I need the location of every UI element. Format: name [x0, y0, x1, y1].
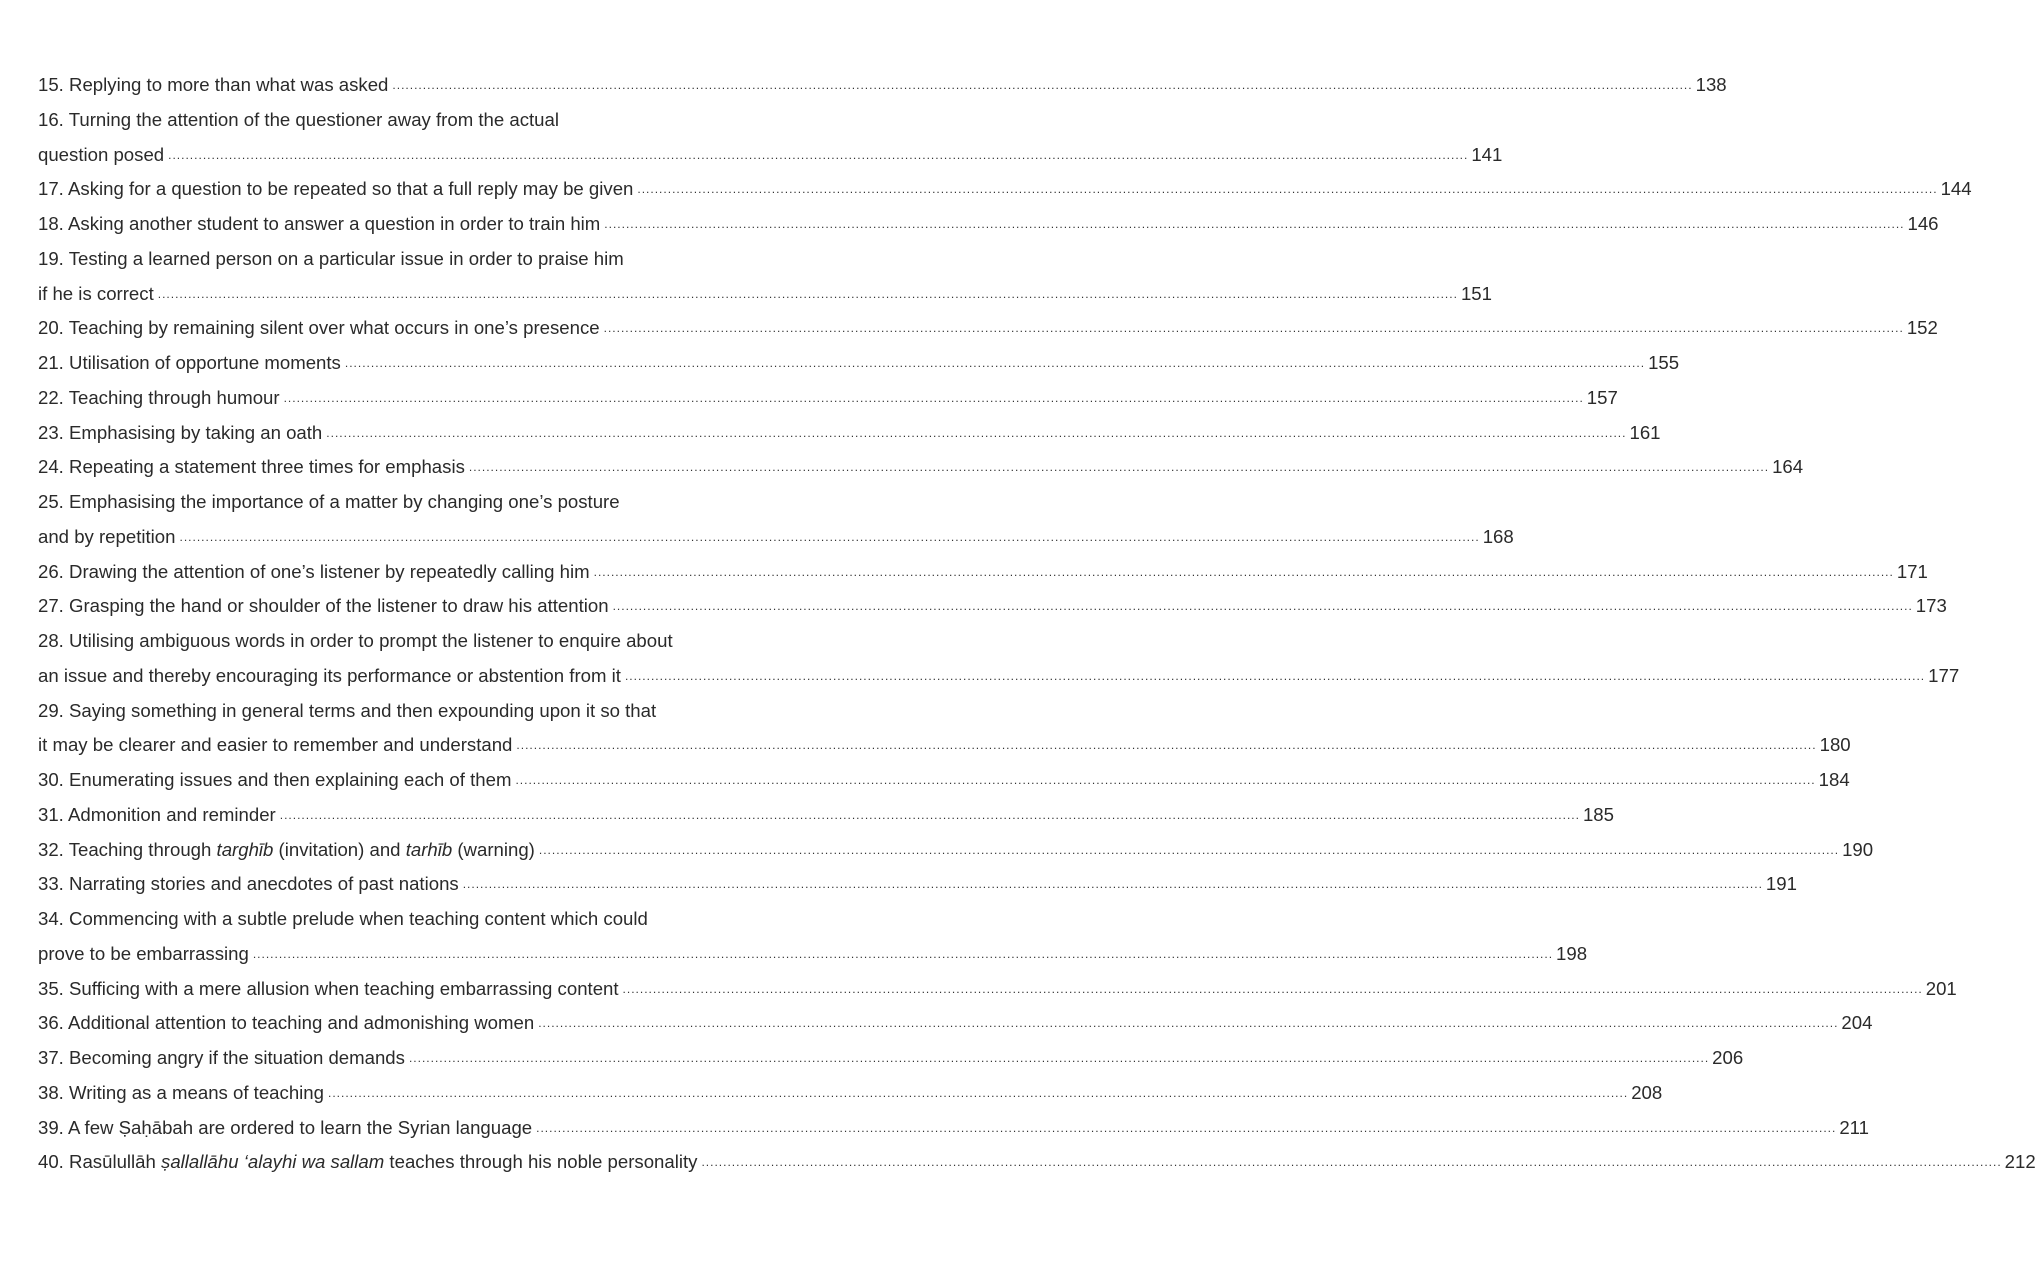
entry-number: 17.	[38, 178, 64, 200]
toc-entry-line	[38, 972, 1957, 1007]
entry-title-text: Testing a learned person on a particular issue in order to praise him	[68, 247, 624, 269]
toc-entry	[38, 902, 1588, 972]
entry-title-text: (warning)	[452, 838, 535, 860]
page-number: 173	[1915, 595, 1947, 617]
entry-title-text: Admonition and reminder	[68, 803, 276, 825]
page-number: 151	[1460, 282, 1492, 304]
entry-title-text: Additional attention to teaching and admonishing women	[68, 1012, 535, 1034]
page-number: 201	[1925, 977, 1957, 999]
toc-entry-line	[38, 659, 1960, 694]
dot-leader: ............................................................................................................................................................................................................................................................................................................	[327, 1085, 1629, 1100]
toc-entry-line	[38, 728, 1851, 763]
toc-entry-line	[38, 242, 840, 277]
entry-title-text: teaches through his noble personality	[384, 1151, 698, 1173]
toc-entry-line	[38, 311, 1938, 346]
dot-leader: ............................................................................................................................................................................................................................................................................................................	[593, 564, 1894, 579]
toc-entry-line	[38, 589, 1947, 624]
entry-number: 22.	[38, 386, 64, 408]
page-number: 190	[1842, 838, 1874, 860]
entry-title-text: Teaching through humour	[68, 386, 280, 408]
entry-title-text: Asking another student to answer a question in order to train him	[68, 213, 601, 234]
entry-number: 37.	[38, 1047, 64, 1068]
toc-entry-line	[38, 450, 1804, 485]
page-number: 206	[1712, 1047, 1744, 1068]
entry-title-text: Writing as a means of teaching	[69, 1081, 324, 1103]
entry-number: 33.	[38, 873, 64, 895]
page-number: 164	[1772, 456, 1804, 478]
dot-leader: ............................................................................................................................................................................................................................................................................................................	[468, 460, 1770, 475]
page-number: 177	[1928, 664, 1960, 686]
toc-entry	[38, 172, 1972, 207]
entry-number: 38.	[38, 1081, 64, 1103]
dot-leader: ............................................................................................................................................................................................................................................................................................................	[279, 807, 1580, 822]
toc-entry	[38, 972, 1957, 1007]
toc-entry-line	[38, 763, 1850, 798]
entry-title	[38, 346, 341, 381]
entry-title	[38, 172, 633, 207]
entry-title	[38, 798, 276, 833]
toc-entry	[38, 833, 1874, 868]
entry-title	[38, 589, 609, 624]
page-number: 141	[1471, 143, 1503, 165]
toc-entry-line	[38, 68, 1727, 103]
entry-number: 28.	[38, 630, 64, 651]
toc-entry-line	[38, 902, 840, 937]
entry-title-text: Repeating a statement three times for emphasis	[69, 456, 465, 478]
entry-title-text: an issue and thereby encouraging its performance or abstention from it	[38, 664, 621, 686]
dot-leader: ............................................................................................................................................................................................................................................................................................................	[701, 1155, 2002, 1170]
toc-entry-line	[38, 277, 1492, 312]
toc-entry	[38, 1145, 2036, 1180]
table-of-contents	[38, 68, 2036, 1180]
entry-title	[38, 1076, 324, 1111]
entry-title	[38, 694, 656, 729]
page-number: 198	[1556, 942, 1588, 964]
toc-entry	[38, 311, 1938, 346]
entry-title-text: Emphasising the importance of a matter by changing one’s posture	[69, 491, 620, 512]
dot-leader: ............................................................................................................................................................................................................................................................................................................	[168, 147, 1469, 162]
entry-number: 21.	[38, 352, 64, 373]
entry-title	[38, 485, 620, 520]
entry-title-text: Grasping the hand or shoulder of the listener to draw his attention	[69, 595, 609, 617]
entry-title-text: Sufficing with a mere allusion when teaching embarrassing content	[69, 977, 619, 999]
entry-number: 30.	[38, 769, 64, 790]
toc-entry	[38, 450, 1804, 485]
toc-entry	[38, 1041, 1744, 1076]
toc-entry-line	[38, 1145, 2036, 1180]
entry-title	[38, 763, 511, 798]
dot-leader: ............................................................................................................................................................................................................................................................................................................	[516, 738, 1817, 753]
entry-number: 36.	[38, 1012, 64, 1034]
toc-entry-line	[38, 937, 1588, 972]
dot-leader: ............................................................................................................................................................................................................................................................................................................	[515, 773, 1816, 787]
entry-title-text: prove to be embarrassing	[38, 942, 249, 964]
toc-entry	[38, 1111, 1869, 1146]
entry-title-text: Narrating stories and anecdotes of past nations	[69, 873, 459, 895]
page-number: 138	[1695, 74, 1727, 95]
dot-leader: ............................................................................................................................................................................................................................................................................................................	[538, 842, 1840, 857]
entry-number: 29.	[38, 699, 64, 721]
entry-title-text: Saying something in general terms and then expounding upon it so that	[69, 699, 657, 721]
entry-title	[38, 833, 535, 868]
toc-entry	[38, 1006, 1873, 1041]
dot-leader: ............................................................................................................................................................................................................................................................................................................	[326, 425, 1627, 440]
toc-entry-line	[38, 1111, 1869, 1146]
entry-title-text: A few Ṣaḥābah are ordered to learn the Syrian language	[68, 1116, 533, 1138]
entry-title	[38, 624, 673, 659]
dot-leader: ............................................................................................................................................................................................................................................................................................................	[408, 1051, 1710, 1065]
entry-title	[38, 450, 465, 485]
page-number: 208	[1631, 1081, 1663, 1103]
entry-number: 35.	[38, 977, 64, 999]
entry-title-text: and by repetition	[38, 525, 176, 547]
dot-leader: ............................................................................................................................................................................................................................................................................................................	[252, 946, 1554, 961]
entry-title-text: (invitation) and	[273, 838, 406, 860]
entry-title-text: Rasūlullāh	[69, 1151, 162, 1173]
entry-title-italic: targhīb	[216, 838, 274, 860]
toc-entry	[38, 103, 1503, 173]
toc-entry-line	[38, 798, 1614, 833]
entry-title-text: Becoming angry if the situation demands	[69, 1047, 405, 1068]
toc-entry-line	[38, 624, 840, 659]
entry-number: 32.	[38, 838, 64, 860]
entry-title-text: Utilising ambiguous words in order to prompt the listener to enquire about	[69, 630, 673, 651]
entry-title-italic: tarhīb	[405, 838, 453, 860]
toc-entry	[38, 555, 1928, 590]
entry-title-text: Teaching by remaining silent over what occurs in one’s presence	[68, 317, 600, 339]
page-number: 146	[1907, 213, 1939, 234]
toc-entry-line	[38, 833, 1874, 868]
page-number: 184	[1818, 769, 1850, 790]
dot-leader: ............................................................................................................................................................................................................................................................................................................	[604, 217, 1905, 231]
page-number: 180	[1819, 734, 1851, 756]
toc-entry	[38, 798, 1614, 833]
entry-title	[38, 416, 322, 451]
dot-leader: ............................................................................................................................................................................................................................................................................................................	[603, 321, 1904, 336]
dot-leader: ............................................................................................................................................................................................................................................................................................................	[624, 668, 1926, 683]
entry-number: 20.	[38, 317, 64, 339]
toc-entry-line	[38, 346, 1680, 381]
toc-entry	[38, 416, 1661, 451]
dot-leader: ............................................................................................................................................................................................................................................................................................................	[538, 1016, 1839, 1031]
entry-title	[38, 520, 175, 555]
entry-number: 16.	[38, 108, 64, 130]
entry-title	[38, 659, 621, 694]
entry-title-text: Turning the attention of the questioner away from the actual	[68, 108, 559, 130]
entry-title	[38, 902, 648, 937]
toc-entry-line	[38, 381, 1618, 416]
entry-number: 23.	[38, 421, 64, 443]
toc-entry	[38, 485, 1514, 555]
entry-title	[38, 555, 590, 590]
entry-title	[38, 1006, 534, 1041]
entry-title-text: Asking for a question to be repeated so that a full reply may be given	[68, 178, 634, 200]
dot-leader: ............................................................................................................................................................................................................................................................................................................	[392, 78, 1693, 92]
toc-entry-line	[38, 1006, 1873, 1041]
toc-entry	[38, 346, 1680, 381]
entry-title	[38, 138, 164, 173]
entry-title	[38, 207, 600, 242]
toc-entry	[38, 242, 1492, 312]
entry-number: 19.	[38, 247, 64, 269]
entry-number: 34.	[38, 908, 64, 929]
page-number: 191	[1765, 873, 1797, 895]
toc-entry-line	[38, 172, 1972, 207]
toc-entry-line	[38, 103, 840, 138]
toc-entry	[38, 207, 1939, 242]
toc-entry	[38, 381, 1618, 416]
dot-leader: ............................................................................................................................................................................................................................................................................................................	[612, 599, 1913, 614]
toc-entry-line	[38, 520, 1514, 555]
page-number: 171	[1896, 560, 1928, 582]
entry-title	[38, 311, 600, 346]
entry-number: 24.	[38, 456, 64, 478]
toc-entry-line	[38, 207, 1939, 242]
entry-title	[38, 867, 459, 902]
entry-title-text: Replying to more than what was asked	[69, 74, 389, 95]
dot-leader: ............................................................................................................................................................................................................................................................................................................	[622, 981, 1923, 996]
page-number: 152	[1906, 317, 1938, 339]
toc-entry	[38, 589, 1947, 624]
entry-title	[38, 1041, 405, 1076]
entry-title	[38, 1145, 697, 1180]
toc-entry	[38, 763, 1850, 798]
entry-number: 40.	[38, 1151, 64, 1173]
entry-title-text: Teaching through	[68, 838, 217, 860]
page-number: 211	[1839, 1116, 1869, 1138]
entry-number: 27.	[38, 595, 64, 617]
page-number: 185	[1582, 803, 1614, 825]
entry-title	[38, 972, 619, 1007]
toc-entry-line	[38, 138, 1503, 173]
entry-number: 15.	[38, 74, 64, 95]
entry-title-text: Emphasising by taking an oath	[69, 421, 323, 443]
toc-entry-line	[38, 1041, 1744, 1076]
toc-entry-line	[38, 485, 840, 520]
entry-title-text: Enumerating issues and then explaining each of them	[69, 769, 512, 790]
dot-leader: ............................................................................................................................................................................................................................................................................................................	[344, 356, 1646, 370]
entry-title	[38, 1111, 532, 1146]
entry-title-text: question posed	[38, 143, 165, 165]
page-number: 168	[1482, 525, 1514, 547]
entry-title	[38, 242, 624, 277]
toc-entry	[38, 624, 1960, 694]
dot-leader: ............................................................................................................................................................................................................................................................................................................	[536, 1120, 1837, 1135]
dot-leader: ............................................................................................................................................................................................................................................................................................................	[283, 390, 1584, 405]
dot-leader: ............................................................................................................................................................................................................................................................................................................	[462, 877, 1763, 892]
page-number: 212	[2004, 1151, 2036, 1173]
toc-entry	[38, 1076, 1663, 1111]
entry-title	[38, 937, 249, 972]
toc-entry-line	[38, 694, 840, 729]
toc-entry	[38, 68, 1727, 103]
page-number: 204	[1841, 1012, 1873, 1034]
page-number: 157	[1586, 386, 1618, 408]
toc-entry	[38, 867, 1797, 902]
entry-title-text: Drawing the attention of one’s listener by repeatedly calling him	[69, 560, 590, 582]
entry-title-italic: ṣallallāhu ‘alayhi wa sallam	[161, 1151, 385, 1173]
entry-title	[38, 277, 154, 312]
entry-number: 31.	[38, 803, 64, 825]
entry-title-text: Utilisation of opportune moments	[69, 352, 341, 373]
entry-number: 18.	[38, 213, 64, 234]
entry-title	[38, 68, 388, 103]
entry-title	[38, 728, 512, 763]
entry-title-text: it may be clearer and easier to remember and understand	[38, 734, 513, 756]
entry-number: 26.	[38, 560, 64, 582]
toc-entry-line	[38, 1076, 1663, 1111]
page-number: 161	[1629, 421, 1661, 443]
dot-leader: ............................................................................................................................................................................................................................................................................................................	[637, 182, 1938, 197]
dot-leader: ............................................................................................................................................................................................................................................................................................................	[179, 529, 1480, 544]
page-number: 144	[1940, 178, 1972, 200]
entry-title-text: Commencing with a subtle prelude when teaching content which could	[69, 908, 648, 929]
toc-entry	[38, 694, 1851, 764]
toc-entry-line	[38, 555, 1928, 590]
entry-number: 39.	[38, 1116, 64, 1138]
entry-title	[38, 381, 280, 416]
entry-title-text: if he is correct	[38, 282, 154, 304]
dot-leader: ............................................................................................................................................................................................................................................................................................................	[157, 286, 1458, 301]
toc-entry-line	[38, 867, 1797, 902]
toc-entry-line	[38, 416, 1661, 451]
entry-title	[38, 103, 559, 138]
entry-number: 25.	[38, 491, 64, 512]
page-number: 155	[1648, 352, 1680, 373]
